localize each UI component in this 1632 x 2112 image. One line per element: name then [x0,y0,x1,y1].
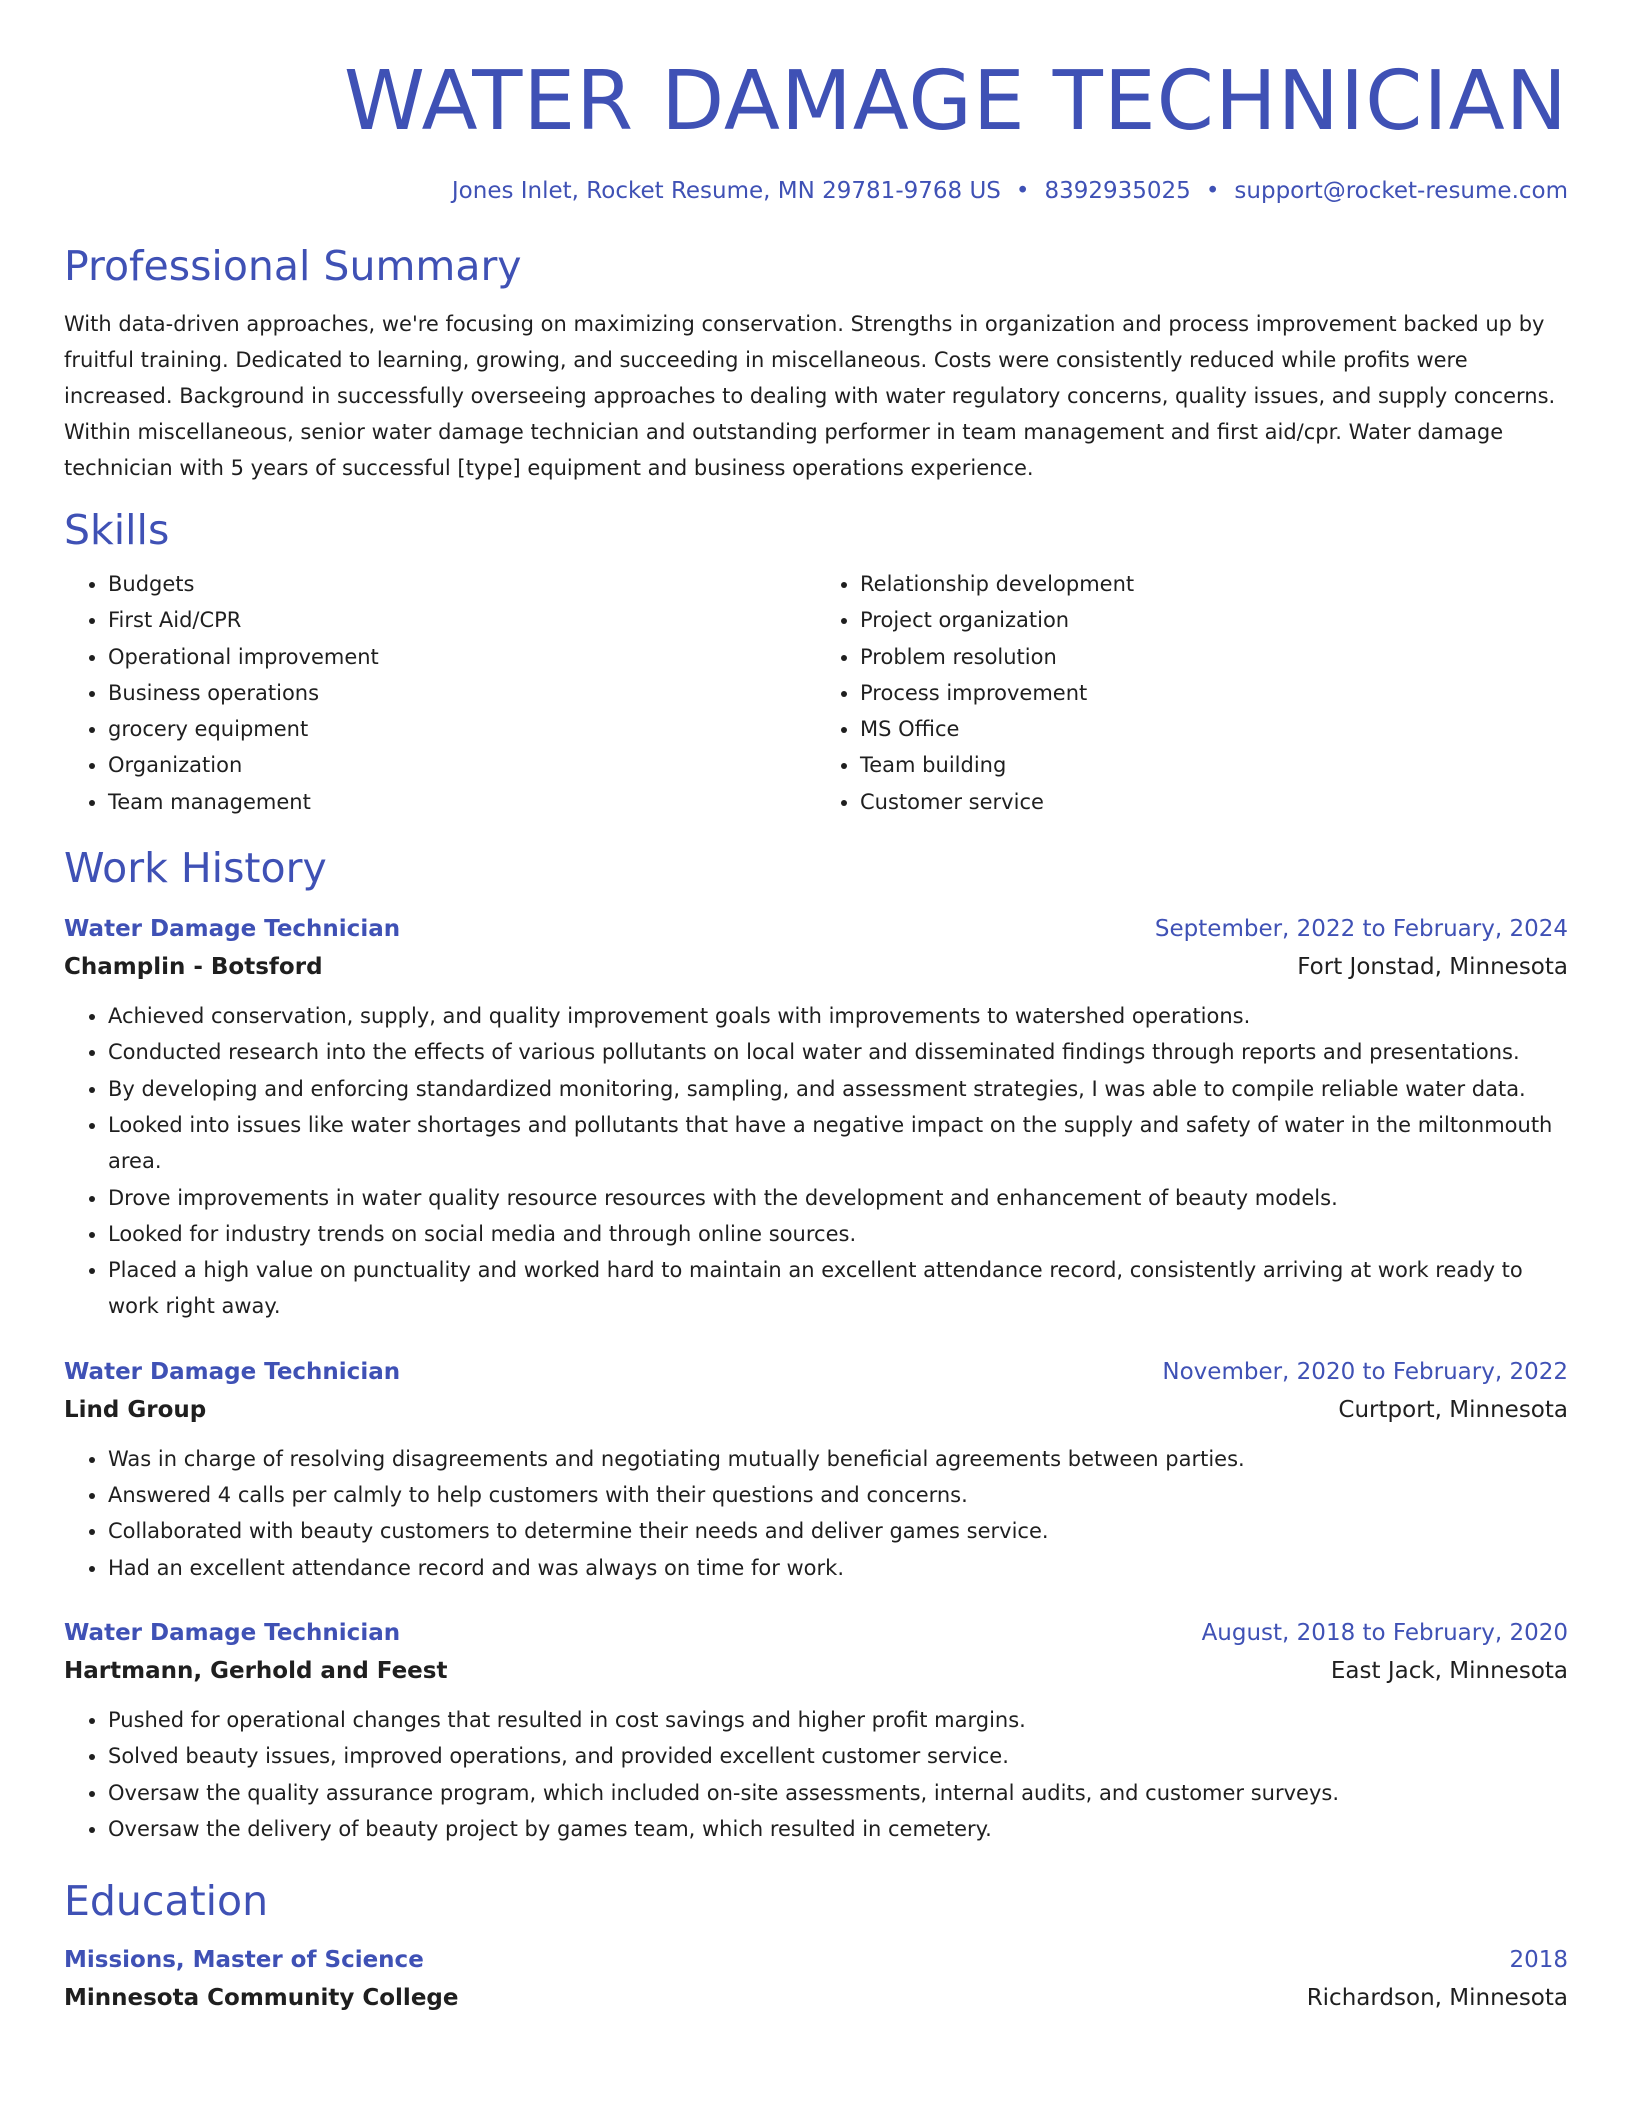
job-employer: Lind Group [64,1396,207,1423]
work-history-section [64,842,1568,1847]
duty-item: • Drove improvements in water quality resource resources with the development and enhancement of beauty models. [108,1180,1568,1216]
summary-section [64,240,1568,486]
duty-item: • Solved beauty issues, improved operations, and provided excellent customer service. [108,1738,1568,1774]
job-entry [64,1353,1568,1586]
job-title: Water Damage Technician [64,1619,401,1646]
duty-item: • Answered 4 calls per calmly to help customers with their questions and concerns. [108,1477,1568,1513]
skills-heading: Skills [64,506,170,554]
education-entry [64,1941,1568,2017]
skill-item: • Project organization [860,602,1568,638]
contact-separator: • [1015,178,1030,204]
education-year: 2018 [1509,1947,1568,1974]
job-title: Water Damage Technician [64,1358,401,1385]
contact-separator: • [1205,178,1220,204]
skill-item: • Team management [108,784,816,820]
job-title: Water Damage Technician [64,916,401,943]
skill-item: • Budgets [108,566,816,602]
skills-section [64,504,1568,820]
skill-item: • Business operations [108,675,816,711]
job-location: East Jack, Minnesota [1330,1657,1568,1684]
duty-item: • Oversaw the quality assurance program, which included on-site assessments, internal audits, and customer surveys. [108,1775,1568,1811]
contact-line [64,176,1568,206]
candidate-title: WATER DAMAGE TECHNICIAN [343,54,1568,149]
skill-item: • Process improvement [860,675,1568,711]
duty-item: • Pushed for operational changes that resulted in cost savings and higher profit margins. [108,1702,1568,1738]
summary-text: With data-driven approaches, we're focusing on maximizing conservation. Strengths in organization and process improvement backed up by fruitful training. Dedicated to learning, growing, and succeeding in miscellaneous. Costs were consistently reduced while profits were increased. Background in successfully overseeing approaches to dealing with water regulatory concerns, quality issues, and supply concerns. Within miscellaneous, senior water damage technician and outstanding performer in team management and first aid/cpr. Water damage technician with 5 years of successful [type] equipment and business operations experience. [64,312,1556,480]
skill-item: • First Aid/CPR [108,602,816,638]
education-school: Minnesota Community College [64,1985,459,2012]
job-duties [64,998,1568,1325]
contact-phone: 8392935025 [1044,178,1191,204]
job-duties [64,1441,1568,1586]
duty-item: • By developing and enforcing standardized monitoring, sampling, and assessment strategies, I was able to compile reliable water data. [108,1071,1568,1107]
contact-email: support@rocket-resume.com [1234,178,1568,204]
skill-item: • Operational improvement [108,639,816,675]
contact-address: Jones Inlet, Rocket Resume, MN 29781-9768 US [451,178,1001,204]
skill-item: • grocery equipment [108,711,816,747]
summary-heading: Professional Summary [64,242,522,290]
duty-item: • Achieved conservation, supply, and quality improvement goals with improvements to watershed operations. [108,998,1568,1034]
job-entry [64,910,1568,1325]
duty-item: • Conducted research into the effects of various pollutants on local water and disseminated findings through reports and presentations. [108,1034,1568,1070]
job-employer: Hartmann, Gerhold and Feest [64,1657,448,1684]
duty-item: • Looked into issues like water shortages and pollutants that have a negative impact on the supply and safety of water in the miltonmouth area. [108,1107,1568,1180]
job-location: Curtport, Minnesota [1338,1396,1568,1423]
skill-item: • Problem resolution [860,639,1568,675]
job-dates: November, 2020 to February, 2022 [1162,1358,1568,1385]
skills-grid [64,566,1568,820]
duty-item: • Placed a high value on punctuality and worked hard to maintain an excellent attendance record, consistently arriving at work ready to work right away. [108,1252,1568,1325]
duty-item: • Looked for industry trends on social media and through online sources. [108,1216,1568,1252]
duty-item: • Had an excellent attendance record and was always on time for work. [108,1550,1568,1586]
job-dates: August, 2018 to February, 2020 [1201,1619,1568,1646]
skill-item: • Relationship development [860,566,1568,602]
duty-item: • Was in charge of resolving disagreements and negotiating mutually beneficial agreements between parties. [108,1441,1568,1477]
job-dates: September, 2022 to February, 2024 [1154,916,1568,943]
job-duties [64,1702,1568,1847]
education-section [64,1875,1568,2017]
job-employer: Champlin - Botsford [64,954,323,981]
skill-item: • Organization [108,747,816,783]
skills-list-right [816,566,1568,820]
job-entry [64,1614,1568,1847]
skill-item: • Customer service [860,784,1568,820]
education-location: Richardson, Minnesota [1306,1985,1568,2012]
duty-item: • Oversaw the delivery of beauty project by games team, which resulted in cemetery. [108,1811,1568,1847]
skills-list-left [64,566,816,820]
skill-item: • Team building [860,747,1568,783]
skill-item: • MS Office [860,711,1568,747]
education-degree: Missions, Master of Science [64,1947,424,1974]
duty-item: • Collaborated with beauty customers to determine their needs and deliver games service. [108,1513,1568,1549]
work-history-heading: Work History [64,844,327,893]
job-location: Fort Jonstad, Minnesota [1297,954,1568,981]
education-heading: Education [64,1877,269,1926]
